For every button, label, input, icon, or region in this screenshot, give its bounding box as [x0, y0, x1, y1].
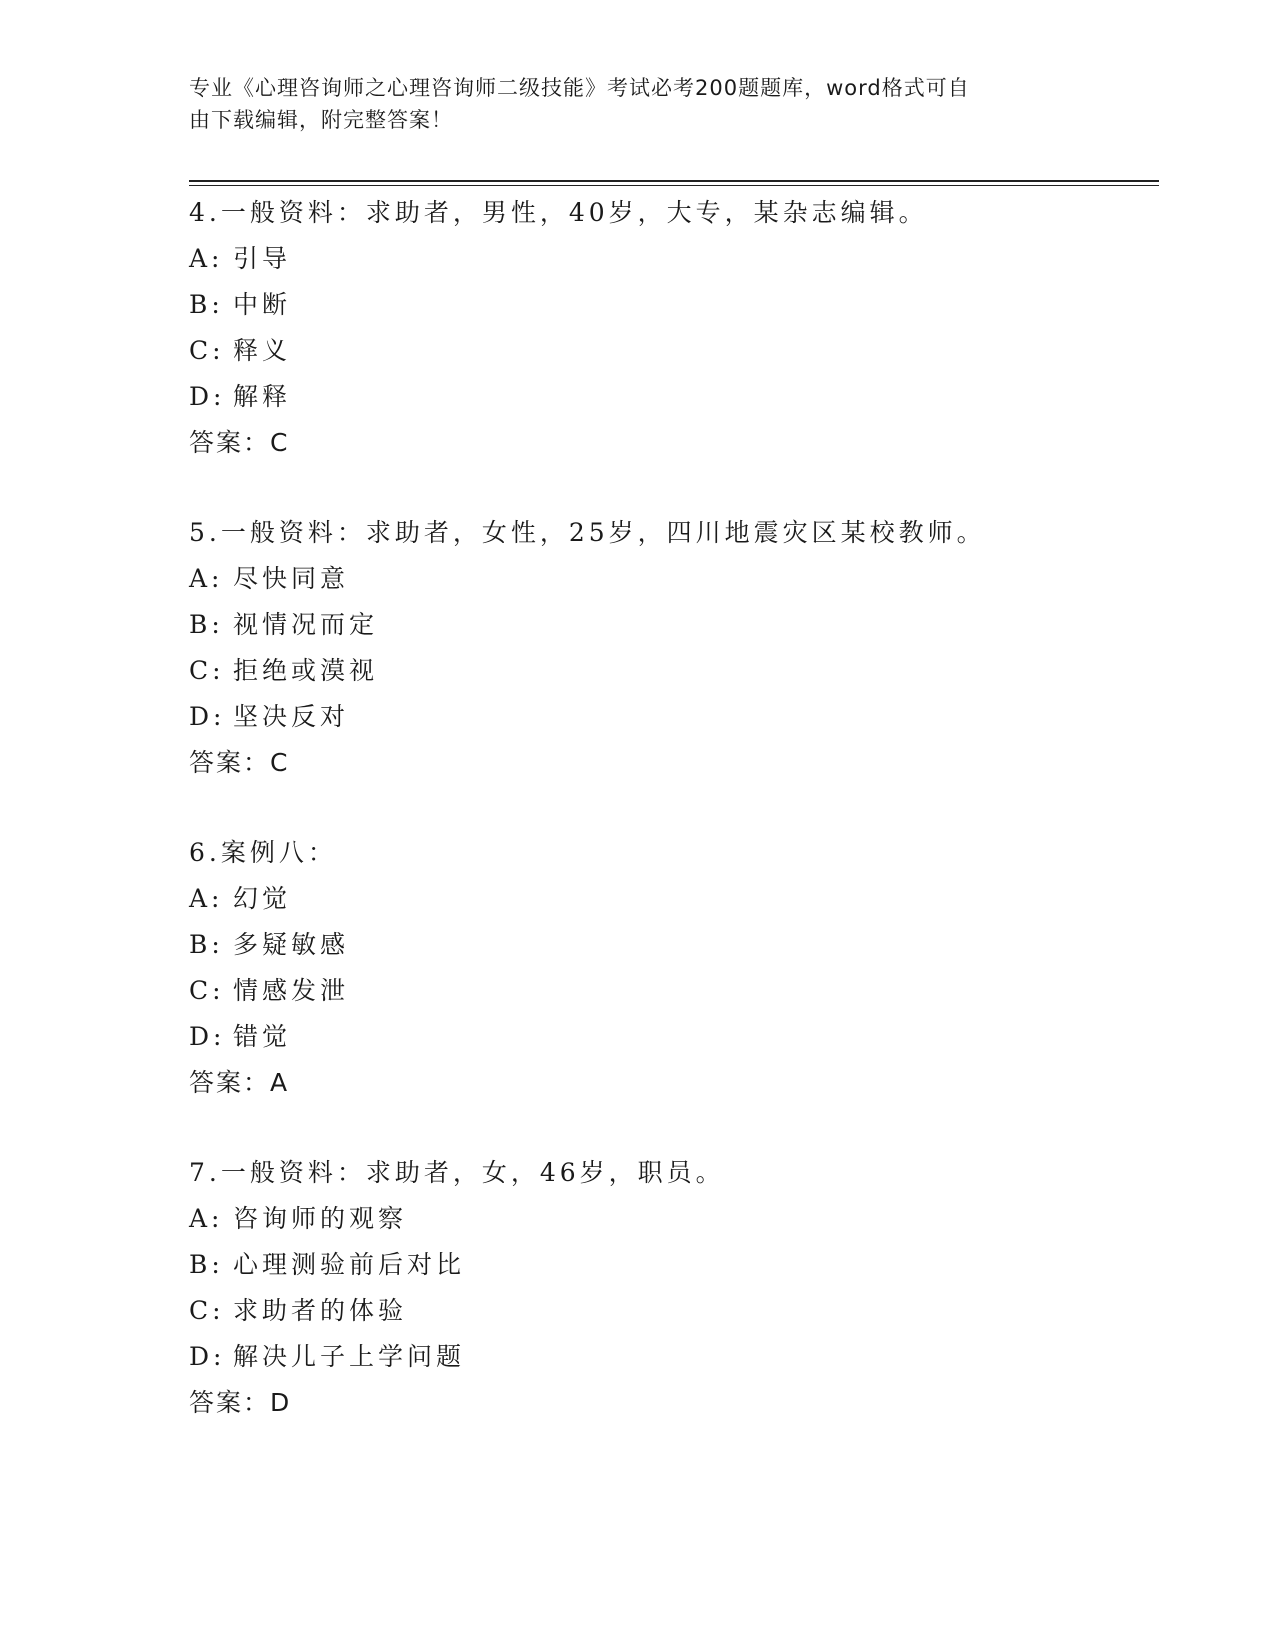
option-text: 中断	[233, 290, 292, 319]
option-a	[189, 556, 1189, 602]
option-text: 解决儿子上学问题	[233, 1342, 466, 1371]
option-c	[189, 328, 1189, 374]
option-text: 解释	[233, 382, 292, 411]
answer-line: 答案：A	[189, 1068, 290, 1097]
option-text: 坚决反对	[233, 702, 350, 731]
option-key: A:	[189, 244, 224, 273]
option-key: D:	[189, 382, 226, 411]
document-header	[189, 72, 1069, 136]
header-line-1: 专业《心理咨询师之心理咨询师二级技能》考试必考200题题库，word格式可自	[189, 76, 970, 100]
option-b	[189, 922, 1189, 968]
option-key: B:	[189, 610, 224, 639]
header-divider-thin	[189, 185, 1159, 186]
option-text: 引导	[233, 244, 292, 273]
question-stem: 5.一般资料：求助者，女性，25岁，四川地震灾区某校教师。	[189, 518, 986, 547]
option-text: 幻觉	[233, 884, 292, 913]
question-6	[189, 830, 1189, 1106]
option-key: C:	[189, 336, 225, 365]
option-d	[189, 694, 1189, 740]
option-key: D:	[189, 1022, 226, 1051]
question-list	[189, 190, 1189, 1470]
option-b	[189, 602, 1189, 648]
answer-line: 答案：C	[189, 428, 290, 457]
option-key: A:	[189, 884, 224, 913]
option-b	[189, 1242, 1189, 1288]
option-key: A:	[189, 1204, 224, 1233]
option-key: B:	[189, 290, 224, 319]
option-text: 求助者的体验	[233, 1296, 408, 1325]
option-key: A:	[189, 564, 224, 593]
option-text: 多疑敏感	[233, 930, 350, 959]
answer-line: 答案：C	[189, 748, 290, 777]
option-text: 心理测验前后对比	[233, 1250, 466, 1279]
answer-line: 答案：D	[189, 1388, 292, 1417]
option-a	[189, 236, 1189, 282]
option-c	[189, 1288, 1189, 1334]
option-a	[189, 876, 1189, 922]
option-c	[189, 968, 1189, 1014]
option-key: C:	[189, 656, 225, 685]
option-d	[189, 374, 1189, 420]
option-text: 拒绝或漠视	[233, 656, 379, 685]
option-text: 尽快同意	[233, 564, 350, 593]
option-text: 咨询师的观察	[233, 1204, 408, 1233]
option-key: C:	[189, 1296, 225, 1325]
question-stem: 7.一般资料：求助者，女，46岁，职员。	[189, 1158, 725, 1187]
option-key: B:	[189, 1250, 224, 1279]
question-stem: 6.案例八：	[189, 838, 337, 867]
option-text: 释义	[233, 336, 292, 365]
option-text: 视情况而定	[233, 610, 379, 639]
header-divider-thick	[189, 180, 1159, 182]
option-text: 情感发泄	[233, 976, 350, 1005]
header-line-2: 由下载编辑，附完整答案！	[189, 108, 453, 132]
question-4	[189, 190, 1189, 466]
option-a	[189, 1196, 1189, 1242]
option-d	[189, 1334, 1189, 1380]
option-key: C:	[189, 976, 225, 1005]
option-key: B:	[189, 930, 224, 959]
option-c	[189, 648, 1189, 694]
option-d	[189, 1014, 1189, 1060]
question-7	[189, 1150, 1189, 1426]
option-key: D:	[189, 702, 226, 731]
question-stem: 4.一般资料：求助者，男性，40岁，大专，某杂志编辑。	[189, 198, 928, 227]
option-text: 错觉	[233, 1022, 292, 1051]
question-5	[189, 510, 1189, 786]
option-b	[189, 282, 1189, 328]
option-key: D:	[189, 1342, 226, 1371]
